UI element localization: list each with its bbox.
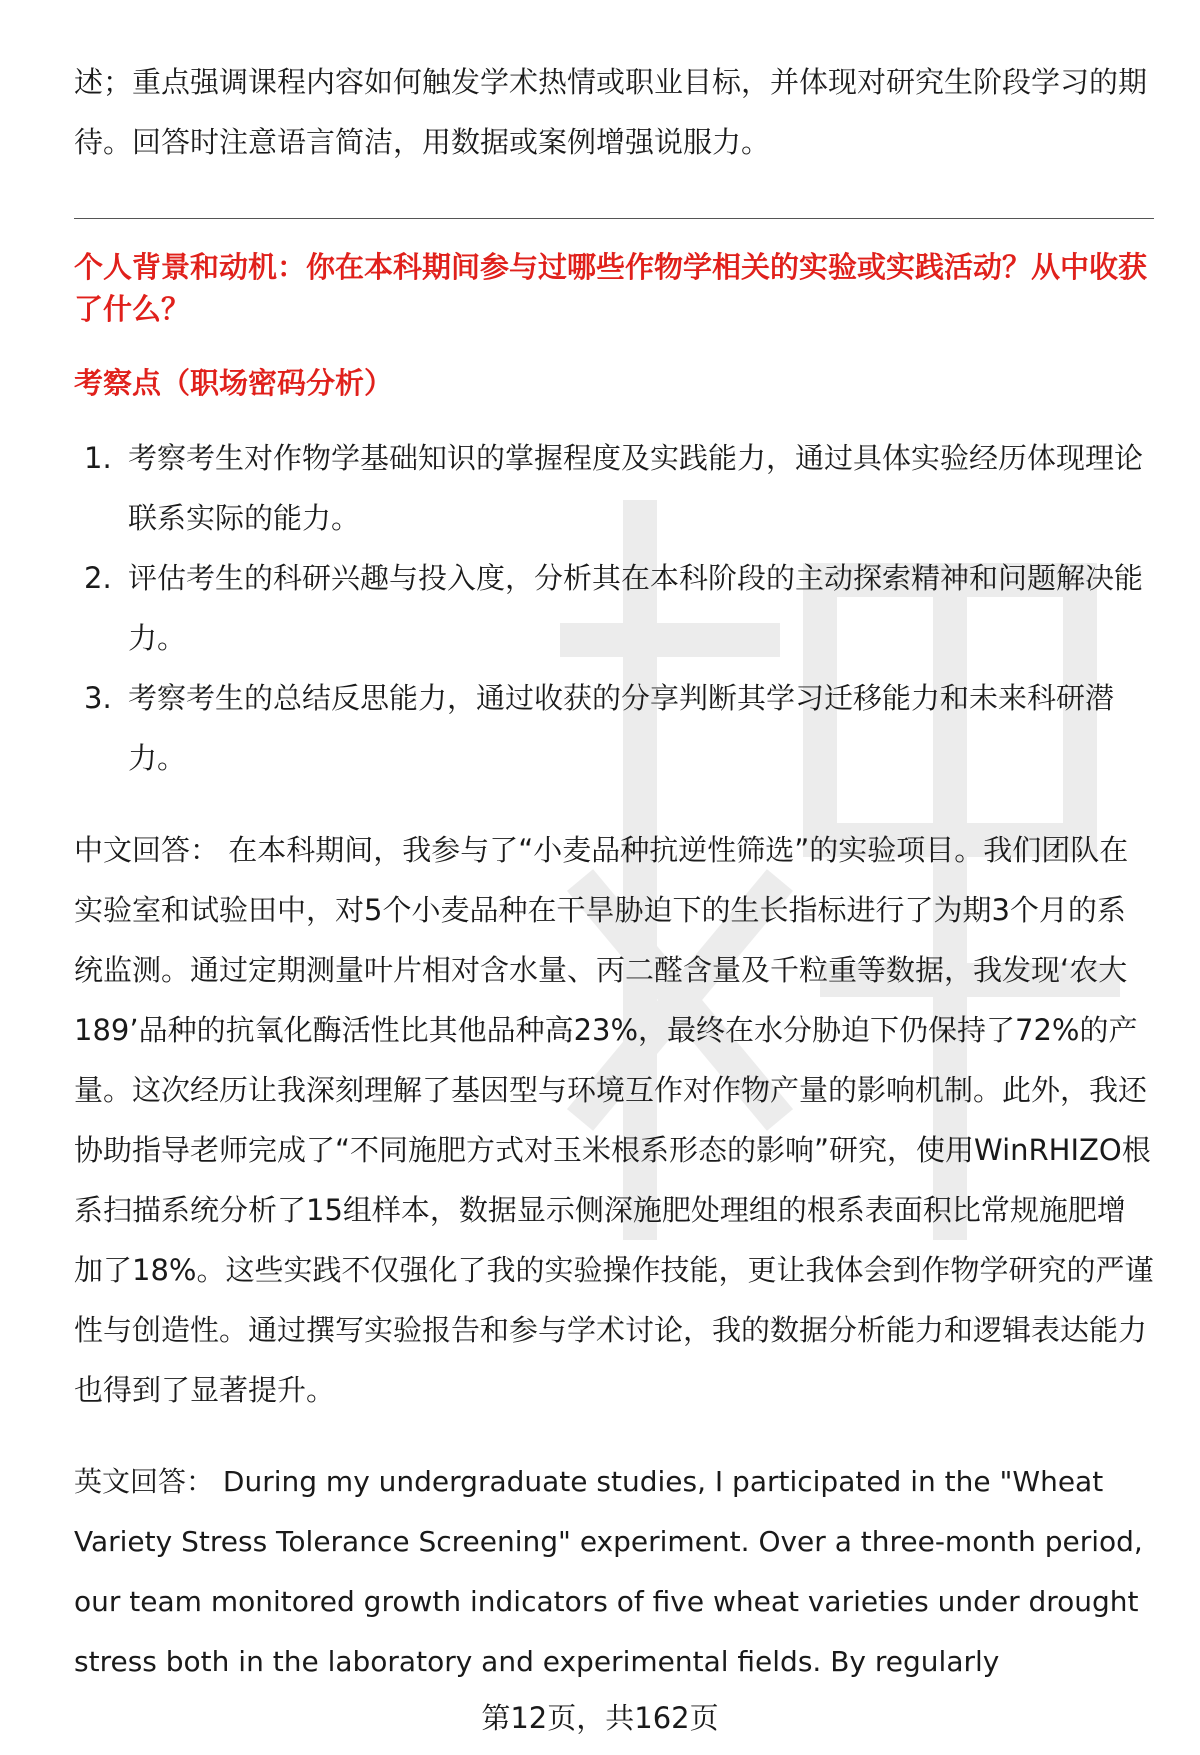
analysis-list: [74, 428, 1154, 788]
analysis-heading: 考察点（职场密码分析）: [74, 366, 394, 400]
list-item-text: 考察考生的总结反思能力，通过收获的分享判断其学习迁移能力和未来科研潜力。: [128, 681, 1115, 775]
list-item-number: 1.: [84, 441, 112, 475]
question-title: 个人背景和动机：你在本科期间参与过哪些作物学相关的实验或实践活动？从中收获了什么？: [74, 250, 1148, 326]
section-divider: [74, 218, 1154, 219]
list-item: [74, 548, 1154, 668]
list-item-number: 3.: [84, 681, 112, 715]
intro-continuation: 述；重点强调课程内容如何触发学术热情或职业目标，并体现对研究生阶段学习的期待。回答时注意语言简洁，用数据或案例增强说服力。: [74, 65, 1148, 159]
chinese-answer: 中文回答： 在本科期间，我参与了“小麦品种抗逆性筛选”的实验项目。我们团队在实验室和试验田中，对5个小麦品种在干旱胁迫下的生长指标进行了为期3个月的系统监测。通过定期测量叶片相对含水量、丙二醛含量及千粒重等数据，我发现‘农大189’品种的抗氧化酶活性比其他品种高23%，最终在水分胁迫下仍保持了72%的产量。这次经历让我深刻理解了基因型与环境互作对作物产量的影响机制。此外，我还协助指导老师完成了“不同施肥方式对玉米根系形态的影响”研究，使用WinRHIZO根系扫描系统分析了15组样本，数据显示侧深施肥处理组的根系表面积比常规施肥增加了18%。这些实践不仅强化了我的实验操作技能，更让我体会到作物学研究的严谨性与创造性。通过撰写实验报告和参与学术讨论，我的数据分析能力和逻辑表达能力也得到了显著提升。: [74, 833, 1154, 1407]
list-item: [74, 668, 1154, 788]
list-item: [74, 428, 1154, 548]
page-number: 第12页，共162页: [481, 1701, 719, 1735]
list-item-number: 2.: [84, 561, 112, 595]
list-item-text: 考察考生对作物学基础知识的掌握程度及实践能力，通过具体实验经历体现理论联系实际的能力。: [128, 441, 1144, 535]
list-item-text: 评估考生的科研兴趣与投入度，分析其在本科阶段的主动探索精神和问题解决能力。: [128, 561, 1144, 655]
english-answer: 英文回答： During my undergraduate studies, I participated in the "Wheat Variety Stress Tolerance Screening" experiment. Over a three-month period, our team monitored growth indicators of five wheat varieties under drought stress both in the laboratory and experimental fields. By regularly: [74, 1465, 1143, 1678]
